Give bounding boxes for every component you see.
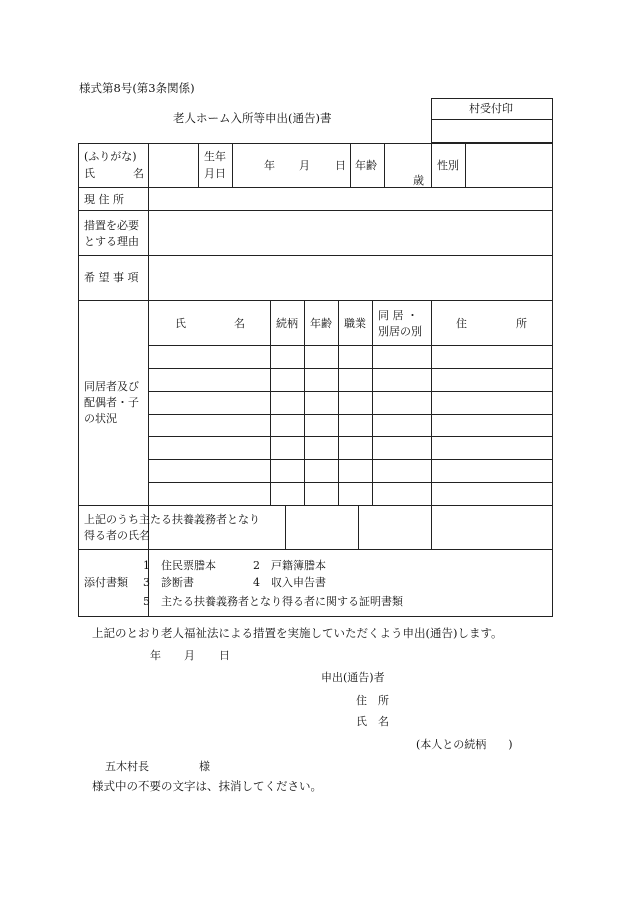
household-label-1: 同居者及び (84, 380, 139, 393)
name-label-2: 名 (133, 167, 144, 180)
birth-label-2: 月日 (204, 167, 226, 180)
col-address-1: 住 (456, 317, 467, 330)
supporter-label-1: 上記のうち主たる扶養義務者となり (84, 513, 260, 526)
col-job: 職業 (344, 317, 366, 330)
col-relation: 続柄 (276, 317, 298, 330)
statement: 上記のとおり老人福祉法による措置を実施していただくよう申出(通告)します。 (92, 626, 503, 640)
honorific: 様 (199, 760, 210, 773)
village-stamp-label: 村受付印 (469, 102, 513, 115)
address-label: 現 住 所 (84, 193, 124, 206)
col-address-2: 所 (516, 317, 527, 330)
relation-note: (本人との続柄 ) (416, 738, 513, 751)
date-month: 月 (184, 649, 195, 662)
addressee: 五木村長 (105, 760, 149, 773)
name-label-1: 氏 (84, 167, 95, 180)
date-day: 日 (219, 649, 230, 662)
wish-label: 希 望 事 項 (84, 271, 139, 284)
reason-label-2: とする理由 (84, 235, 139, 248)
date-year: 年 (150, 649, 161, 662)
applicant-address: 住 所 (356, 694, 389, 707)
col-cohab-2: 別居の別 (378, 325, 422, 338)
age-unit: 歳 (413, 174, 424, 187)
application-table (78, 143, 553, 617)
applicant-name: 氏 名 (356, 715, 389, 728)
footer-note: 様式中の不要の文字は、抹消してください。 (92, 779, 322, 793)
birth-label-1: 生年 (204, 150, 226, 163)
supporter-label-2: 得る者の氏名 (84, 529, 150, 542)
form-title: 老人ホーム入所等申出(通告)書 (173, 111, 332, 125)
form-number: 様式第8号(第3条関係) (79, 81, 195, 95)
age-label: 年齢 (355, 159, 377, 172)
col-age: 年齢 (310, 317, 332, 330)
col-name-2: 名 (234, 317, 245, 330)
birth-day: 日 (335, 159, 346, 172)
birth-year: 年 (264, 159, 275, 172)
attachment-item-5: 5 主たる扶養義務者となり得る者に関する証明書類 (143, 595, 403, 608)
household-label-2: 配偶者・子 (84, 396, 139, 409)
attachment-item-1: 1 住民票謄本 (143, 559, 216, 572)
household-label-3: の状況 (84, 412, 117, 425)
col-name-1: 氏 (175, 317, 186, 330)
col-cohab-1: 同 居 ・ (378, 309, 418, 322)
attachment-item-4: 4 収入申告書 (253, 576, 326, 589)
attachment-item-3: 3 診断書 (143, 576, 194, 589)
furigana-label: (ふりがな) (84, 150, 137, 163)
attachment-item-2: 2 戸籍簿謄本 (253, 559, 326, 572)
attachments-label: 添付書類 (84, 576, 128, 589)
applicant-label: 申出(通告)者 (321, 671, 385, 684)
birth-month: 月 (299, 159, 310, 172)
reason-label-1: 措置を必要 (84, 219, 139, 232)
sex-label: 性別 (437, 159, 459, 172)
